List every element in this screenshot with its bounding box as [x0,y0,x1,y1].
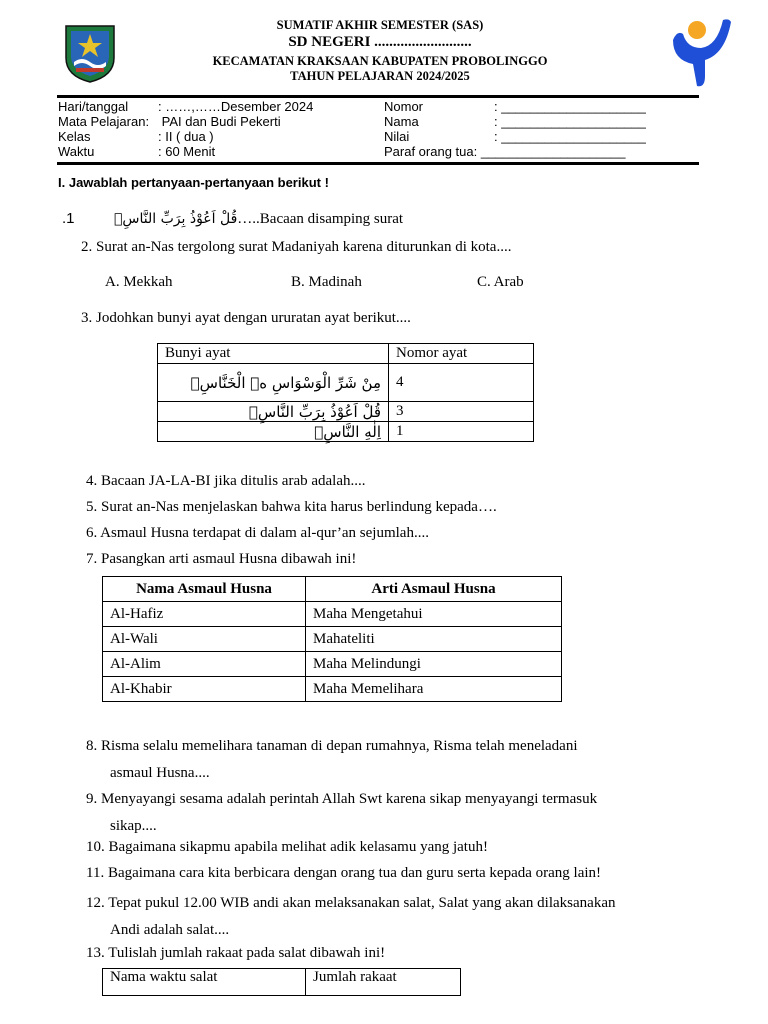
info-row-class: Kelas : II ( dua ) [58,129,214,144]
exam-title: SUMATIF AKHIR SEMESTER (SAS) [276,18,484,32]
table-header: Nama waktu salat [103,969,306,996]
info-right [384,99,646,159]
district-name: KECAMATAN KRAKSAAN KABUPATEN PROBOLINGGO [212,54,548,68]
table-cell-nomor: 4 [389,364,534,402]
table-header: Nomor ayat [389,344,534,364]
table-cell-arti: Maha Mengetahui [306,602,562,627]
academic-year: TAHUN PELAJARAN 2024/2025 [290,69,470,83]
regency-emblem [62,22,118,84]
info-row-date: Hari/tanggal : ……,……Desember 2024 [58,99,314,114]
info-row-parent-sign[interactable]: Paraf orang tua: ____________________ [384,144,626,159]
info-row-name[interactable]: Nama : ____________________ [384,114,646,129]
table-cell-arti: Maha Melindungi [306,652,562,677]
question-8: 8. Risma selalu memelihara tanaman di depan rumahnya, Risma telah meneladani asmaul Husna.... [86,738,578,781]
asmaul-husna-table [102,576,562,702]
table-cell-nomor: 1 [389,422,534,442]
table-cell-arti: Maha Memelihara [306,677,562,702]
table-cell-ayat: قُلْ اَعُوْذُ بِرَبِّ النَّاسِۙ [158,402,389,422]
arabic-verse: قُلْ اَعُوْذُ بِرَبِّ النَّاسِۙ [114,211,238,227]
question-5: 5. Surat an-Nas menjelaskan bahwa kita harus berlindung kepada…. [86,499,497,515]
section-title: I. Jawablah pertanyaan-pertanyaan berikut ! [58,175,329,190]
table-header: Jumlah rakaat [306,969,461,996]
info-row-time: Waktu : 60 Menit [58,144,216,159]
table-header: Nama Asmaul Husna [103,577,306,602]
question-12: 12. Tepat pukul 12.00 WIB andi akan melaksanakan salat, Salat yang akan dilaksanakan Andi adalah salat.... [86,895,616,938]
option-a: A. Mekkah [105,274,173,290]
question-13: 13. Tulislah jumlah rakaat pada salat dibawah ini! [86,945,386,961]
question-number: .1 [62,210,75,227]
question-6: 6. Asmaul Husna terdapat di dalam al-qur’an sejumlah.... [86,525,429,541]
question-9: 9. Menyayangi sesama adalah perintah Allah Swt karena sikap menyayangi termasuk sikap.... [86,791,598,834]
table-cell-nama: Al-Wali [103,627,306,652]
brand-logo [665,16,735,88]
table-cell-nomor: 3 [389,402,534,422]
info-row-subject: Mata Pelajaran: PAI dan Budi Pekerti [58,114,281,129]
table-header: Arti Asmaul Husna [306,577,562,602]
table-cell-arti: Mahateliti [306,627,562,652]
option-c: C. Arab [477,274,524,290]
table-cell-ayat: اِلٰهِ النَّاسِۙ [158,422,389,442]
table-cell-ayat: مِنْ شَرِّ الْوَسْوَاسِ ەۙ الْخَنَّاسِۖ [158,364,389,402]
question-7: 7. Pasangkan arti asmaul Husna dibawah ini! [86,551,357,567]
info-left [58,99,313,159]
question-3: 3. Jodohkan bunyi ayat dengan ururatan ayat berikut.... [81,310,411,326]
info-row-number[interactable]: Nomor : ____________________ [384,99,646,114]
info-rule [57,162,699,165]
question-10: 10. Bagaimana sikapmu apabila melihat adik kelasamu yang jatuh! [86,839,488,855]
school-name: SD NEGERI .......................... [288,34,472,50]
header-rule [57,95,699,98]
question-1: .1 قُلْ اَعُوْذُ بِرَبِّ النَّاسِۙ…..Bacaan disamping surat [62,210,404,227]
table-cell-nama: Al-Khabir [103,677,306,702]
ayat-table [157,343,534,442]
table-cell-nama: Al-Alim [103,652,306,677]
table-cell-nama: Al-Hafiz [103,602,306,627]
info-row-score[interactable]: Nilai : ____________________ [384,129,646,144]
question-2: 2. Surat an-Nas tergolong surat Madaniyah karena diturunkan di kota.... [81,239,512,255]
table-header: Bunyi ayat [158,344,389,364]
option-b: B. Madinah [291,274,362,290]
question-11: 11. Bagaimana cara kita berbicara dengan orang tua dan guru serta kepada orang lain! [86,865,602,881]
salat-table [102,968,461,996]
question-4: 4. Bacaan JA-LA-BI jika ditulis arab adalah.... [86,473,366,489]
